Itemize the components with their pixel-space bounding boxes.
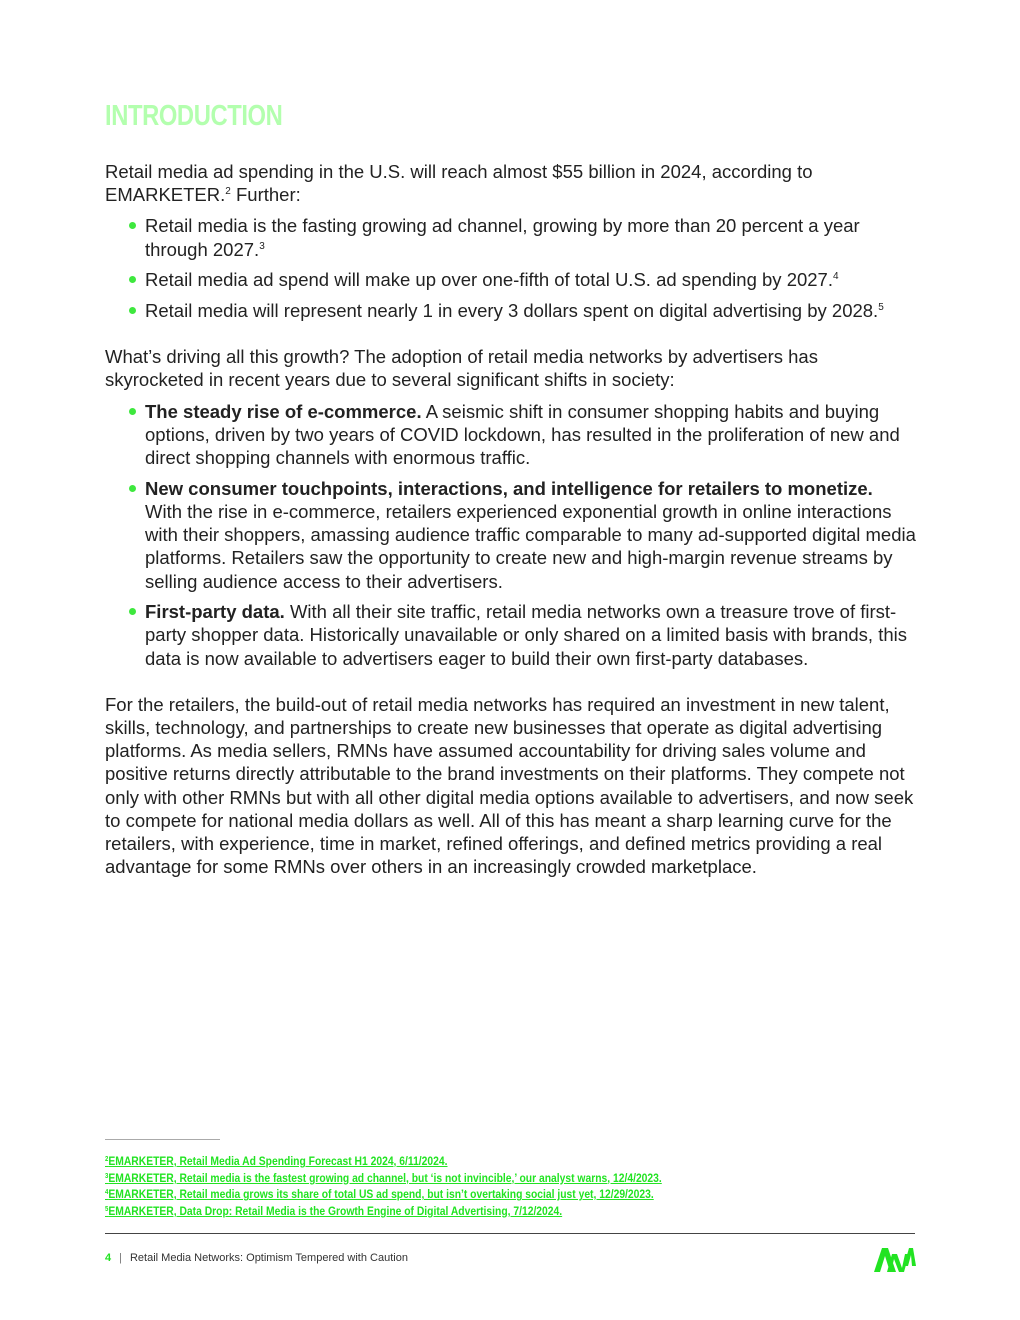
footnotes <box>105 1153 752 1219</box>
list-item: Retail media is the fasting growing ad channel, growing by more than 20 percent a year through 2027.$^3$ <box>145 214 917 260</box>
footer-divider <box>105 1233 915 1234</box>
drivers-list <box>105 400 917 670</box>
list-item: New consumer touchpoints, interactions, and intelligence for retailers to monetize. With the rise in e-commerce, retailers experienced exponential growth in online interactions with their shoppers, amassing audience traffic comparable to many ad-supported digital media platforms. Retailers saw the opportunity to create new and high-margin revenue streams by selling audience access to their advertisers. <box>145 477 916 592</box>
list-item: Retail media ad spend will make up over one-fifth of total U.S. ad spending by 2027.$^4$ <box>145 268 917 291</box>
page-number: 4 <box>105 1252 112 1264</box>
intro-paragraph <box>105 160 917 206</box>
footnote-link[interactable]: $^3$EMARKETER, Retail media is the fastest growing ad channel, but ‘is not invincible,’ our analyst warns, 12/4/2023. <box>105 1170 662 1185</box>
page-footer <box>105 1252 408 1264</box>
growth-paragraph: What’s driving all this growth? The adoption of retail media networks by advertisers has skyrocketed in recent years due to several significant shifts in society: <box>105 346 818 391</box>
footnote-ref: 2 <box>225 186 231 198</box>
retailers-paragraph: For the retailers, the build-out of retail media networks has required an investment in new talent, skills, technology, and partnerships to create new businesses that operate as digital advertising platforms. As media sellers, RMNs have assumed accountability for driving sales volume and positive returns directly attributable to the brand investments on their platforms. They compete not only with other RMNs but with all other digital media options available to advertisers, and now seek to compete for national media dollars as well. All of this has meant a sharp learning curve for the retailers, with experience, time in market, refined offerings, and defined metrics providing a real advantage for some RMNs over others in an increasingly crowded marketplace. <box>105 693 914 878</box>
intro-tail: Further: <box>230 184 301 206</box>
page-title: INTRODUCTION <box>105 100 283 132</box>
list-item: Retail media will represent nearly 1 in every 3 dollars spent on digital advertising by 2028.$^5$ <box>145 299 917 322</box>
body-text <box>105 160 917 886</box>
document-title: Retail Media Networks: Optimism Tempered with Caution <box>129 1252 408 1264</box>
stats-list <box>105 214 917 322</box>
list-item: The steady rise of e-commerce. A seismic shift in consumer shopping habits and buying options, driven by two years of COVID lockdown, has resulted in the proliferation of new and direct shopping channels with enormous traffic. <box>145 400 917 470</box>
footnote-link[interactable]: $^5$EMARKETER, Data Drop: Retail Media is the Growth Engine of Digital Advertising, 7/12/2024. <box>105 1203 563 1218</box>
footnote-divider <box>105 1139 220 1140</box>
ana-logo-icon <box>874 1246 916 1272</box>
footnote-link[interactable]: $^4$EMARKETER, Retail media grows its share of total US ad spend, but isn’t overtaking social just yet, 12/29/2023. <box>105 1187 654 1202</box>
separator: | <box>119 1252 122 1264</box>
intro-text: Retail media ad spending in the U.S. will reach almost $55 billion in 2024, according to EMARKETER. <box>105 161 813 206</box>
footnote-link[interactable]: $^2$EMARKETER, Retail Media Ad Spending Forecast H1 2024, 6/11/2024. <box>105 1154 448 1168</box>
list-item: First-party data. With all their site traffic, retail media networks own a treasure trove of first-party shopper data. Historically unavailable or only shared on a limited basis with brands, this data is now available to advertisers eager to build their own first-party databases. <box>145 600 917 670</box>
